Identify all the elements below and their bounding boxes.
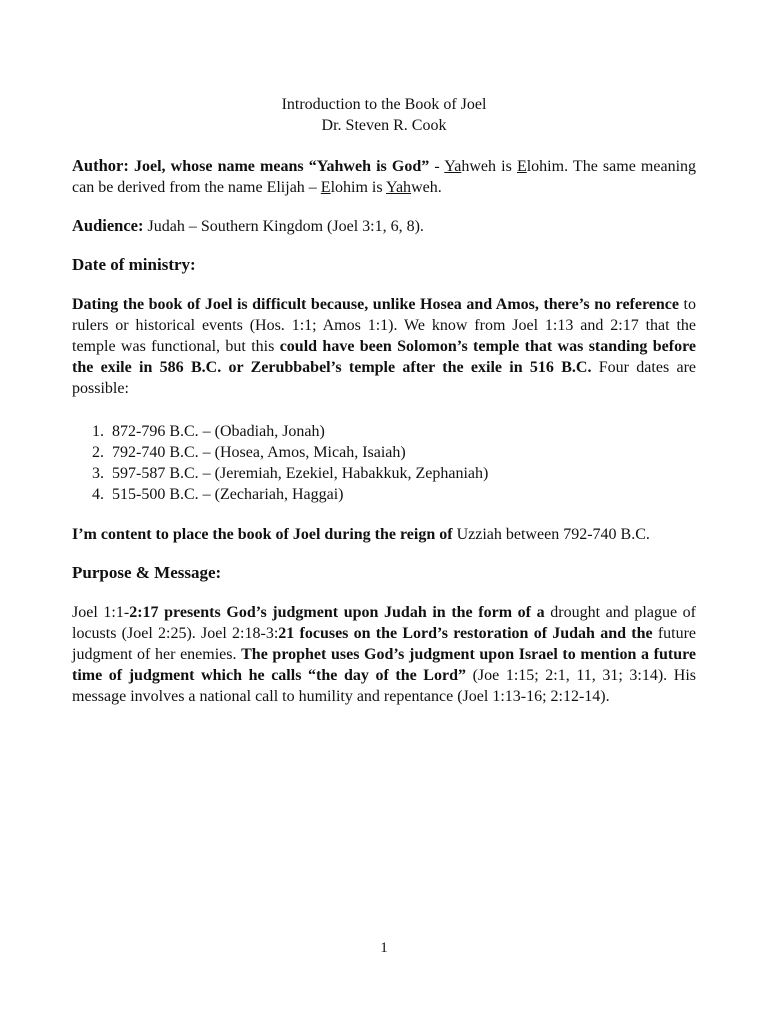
author-text-3: lohim is xyxy=(330,179,386,196)
document-title: Introduction to the Book of Joel xyxy=(281,96,487,113)
author-text-4: weh. xyxy=(411,179,442,196)
purpose-bold-3: The prophet uses God’s judgment upon Israel to mention a future time of judgment which he calls “the day of the Lord” xyxy=(72,646,697,684)
author-text-1: hweh is xyxy=(461,158,517,175)
purpose-message-heading: Purpose & Message: xyxy=(72,563,222,582)
purpose-bold-2: 21 focuses on the Lord’s restoration of Judah and the xyxy=(278,625,653,642)
content-statement-text: Uzziah between 792-740 B.C. xyxy=(452,526,650,543)
purpose-text-4: (Joe 1:15; 2:1, 11, 31; 3:14). His message involves a national call to humility and repentance (Joel 1:13-16; 2:12-14). xyxy=(72,667,697,705)
list-item: 3. 597-587 B.C. – (Jeremiah, Ezekiel, Habakkuk, Zephaniah) xyxy=(108,463,696,484)
yahweh-underline-1: Ya xyxy=(444,158,462,175)
dating-text-2: Four dates are possible: xyxy=(72,359,697,397)
purpose-text-3: future judgment of her enemies. xyxy=(72,625,697,663)
purpose-paragraph xyxy=(72,602,696,707)
author-bold-text: Joel, whose name means “Yahweh is God” xyxy=(133,158,430,175)
purpose-text-1: Joel 1:1- xyxy=(72,604,130,621)
audience-label: Audience: xyxy=(72,216,144,235)
yahweh-underline-2: Yah xyxy=(386,179,412,196)
elohim-underline-1: E xyxy=(516,158,527,175)
dating-bold-1: Dating the book of Joel is difficult because, unlike Hosea and Amos, there’s no reference xyxy=(72,296,680,313)
list-item: 2. 792-740 B.C. – (Hosea, Amos, Micah, Isaiah) xyxy=(108,442,696,463)
audience-text: Judah – Southern Kingdom (Joel 3:1, 6, 8). xyxy=(143,218,424,235)
purpose-bold-1: 2:17 presents God’s judgment upon Judah in the form of a xyxy=(129,604,545,621)
document-author: Dr. Steven R. Cook xyxy=(321,117,447,134)
document-page xyxy=(72,94,696,707)
author-label: Author: xyxy=(72,156,129,175)
elohim-underline-2: E xyxy=(320,179,331,196)
purpose-text-2: drought and plague of locusts (Joel 2:25). Joel 2:18-3: xyxy=(72,604,697,642)
page-number: 1 xyxy=(380,940,388,956)
dating-paragraph xyxy=(72,294,696,399)
document-header xyxy=(72,94,696,136)
list-item: 1. 872-796 B.C. – (Obadiah, Jonah) xyxy=(108,421,696,442)
audience-paragraph xyxy=(72,215,696,237)
author-sep: - xyxy=(429,158,445,175)
author-paragraph xyxy=(72,155,696,198)
dating-bold-2: could have been Solomon’s temple that was standing before the exile in 586 B.C. or Zerubbabel’s temple after the exile in 516 B.C. xyxy=(72,338,696,376)
dates-list xyxy=(72,421,696,505)
author-text-2: lohim. The same meaning can be derived from the name Elijah – xyxy=(72,158,697,196)
content-statement xyxy=(72,524,696,545)
date-of-ministry-heading: Date of ministry: xyxy=(72,255,196,274)
dating-text-1: to rulers or historical events (Hos. 1:1; Amos 1:1). We know from Joel 1:13 and 2:17 that the temple was functional, but this xyxy=(72,296,697,355)
content-statement-bold: I’m content to place the book of Joel during the reign of xyxy=(72,526,453,543)
list-item: 4. 515-500 B.C. – (Zechariah, Haggai) xyxy=(108,484,696,505)
